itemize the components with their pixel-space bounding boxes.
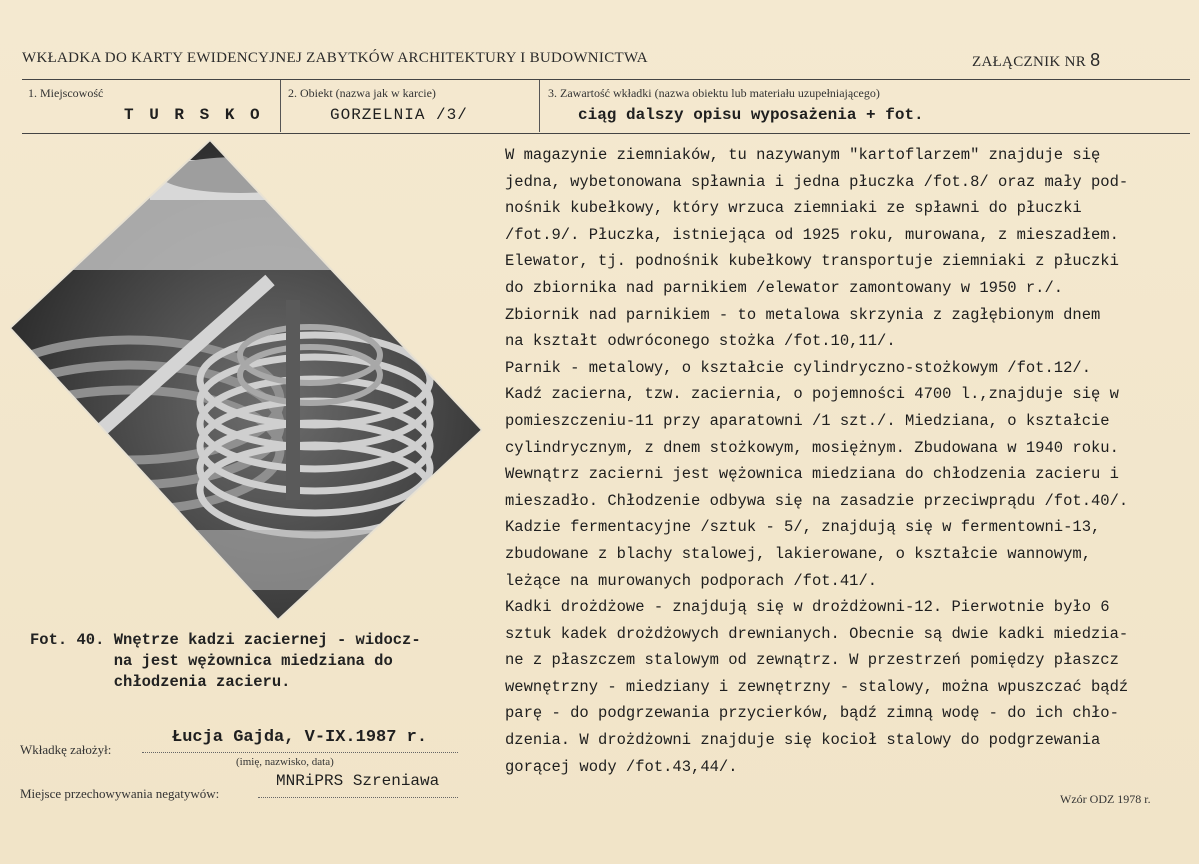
description-line: Kadki drożdżowe - znajdują się w drożdżowni-12. Pierwotnie było 6 xyxy=(505,598,1110,617)
storage-label: Miejsce przechowywania negatywów: xyxy=(20,786,220,801)
description-line: parę - do podgrzewania przycierków, bądź zimną wodę - do ich chło- xyxy=(505,704,1119,723)
field-1-value: T U R S K O xyxy=(124,106,263,124)
description-line: na kształt odwróconego stożka /fot.10,11/. xyxy=(505,332,896,351)
description-line: nośnik kubełkowy, który wrzuca ziemniaki ze spławni do płuczki xyxy=(505,199,1082,218)
photo-caption xyxy=(30,630,470,693)
description-line: Zbiornik nad parnikiem - to metalowa skrzynia z zagłębionym dnem xyxy=(505,305,1101,324)
description-line: pomieszczeniu-11 przy aparatowni /1 szt./. Miedziana, o kształcie xyxy=(505,411,1110,430)
description-line: gorącej wody /fot.43,44/. xyxy=(505,757,738,776)
description-line: W magazynie ziemniaków, tu nazywanym "kartoflarzem" znajduje się xyxy=(505,146,1101,164)
card-title: WKŁADKA DO KARTY EWIDENCYJNEJ ZABYTKÓW ARCHITEKTURY I BUDOWNICTWA xyxy=(22,50,648,66)
description-line: Kadzie fermentacyjne /sztuk - 5/, znajdują się w fermentowni-13, xyxy=(505,518,1101,537)
attachment-label-text: ZAŁĄCZNIK NR xyxy=(972,54,1087,70)
author-label: Wkładkę założył: xyxy=(20,742,112,757)
form-model: Wzór ODZ 1978 r. xyxy=(1060,792,1151,806)
description-line: Wewnątrz zacierni jest wężownica miedziana do chłodzenia zacieru i xyxy=(505,465,1119,484)
fields-rule xyxy=(22,133,1190,134)
attachment-label xyxy=(972,50,1100,71)
header-rule xyxy=(22,79,1190,80)
copper-coil-photo xyxy=(10,140,482,620)
description-line: zbudowane z blachy stalowej, lakierowane, o kształcie wannowym, xyxy=(505,544,1091,563)
description-line: wewnętrzny - miedziany i zewnętrzny - stalowy, można wpuszczać bądź xyxy=(505,677,1129,696)
field-divider-1 xyxy=(280,80,281,132)
description-line: jedna, wybetonowana spławnia i jedna płuczka /fot.8/ oraz mały pod- xyxy=(505,172,1129,191)
field-2-value: GORZELNIA /3/ xyxy=(330,106,468,124)
description-line: leżące na murowanych podporach /fot.41/. xyxy=(505,571,878,590)
caption-line: Fot. 40. Wnętrze kadzi zaciernej - widocz- xyxy=(30,631,421,649)
description-line: cylindrycznym, z dnem stożkowym, mosiężnym. Zbudowana w 1940 roku. xyxy=(505,438,1119,457)
field-1-label: 1. Miejscowość xyxy=(28,86,104,100)
photo-fot-40 xyxy=(10,140,482,620)
storage-dotted-line xyxy=(258,797,458,798)
attachment-number: 8 xyxy=(1090,50,1101,70)
author-dotted-line xyxy=(142,752,458,753)
description-line: dzenia. W drożdżowni znajduje się kocioł stalowy do podgrzewania xyxy=(505,731,1101,750)
description-line: Kadź zacierna, tzw. zaciernia, o pojemności 4700 l.,znajduje się w xyxy=(505,385,1119,404)
description-line: Parnik - metalowy, o kształcie cylindryczno-stożkowym /fot.12/. xyxy=(505,358,1091,377)
description-line: mieszadło. Chłodzenie odbywa się na zasadzie przeciwprądu /fot.40/. xyxy=(505,491,1129,510)
field-divider-2 xyxy=(539,80,540,132)
description-text xyxy=(505,142,1195,780)
field-3-value: ciąg dalszy opisu wyposażenia + fot. xyxy=(578,106,924,124)
description-line: Elewator, tj. podnośnik kubełkowy transportuje ziemniaki z płuczki xyxy=(505,252,1119,271)
description-line: /fot.9/. Płuczka, istniejąca od 1925 roku, murowana, z mieszadłem. xyxy=(505,225,1119,244)
field-3-label: 3. Zawartość wkładki (nazwa obiektu lub materiału uzupełniającego) xyxy=(548,86,880,100)
caption-line: na jest wężownica miedziana do xyxy=(30,652,393,670)
storage-value: MNRiPRS Szreniawa xyxy=(276,772,440,790)
description-line: ne z płaszczem stalowym od zewnątrz. W przestrzeń pomiędzy płaszcz xyxy=(505,651,1119,670)
field-2-label: 2. Obiekt (nazwa jak w karcie) xyxy=(288,86,436,100)
description-line: do zbiornika nad parnikiem /elewator zamontowany w 1950 r./. xyxy=(505,278,1064,297)
author-value: Łucja Gajda, V-IX.1987 r. xyxy=(172,728,428,747)
author-hint: (imię, nazwisko, data) xyxy=(236,756,334,768)
caption-line: chłodzenia zacieru. xyxy=(30,673,291,691)
description-line: sztuk kadek drożdżowych drewnianych. Obecnie są dwie kadki miedzia- xyxy=(505,624,1129,643)
